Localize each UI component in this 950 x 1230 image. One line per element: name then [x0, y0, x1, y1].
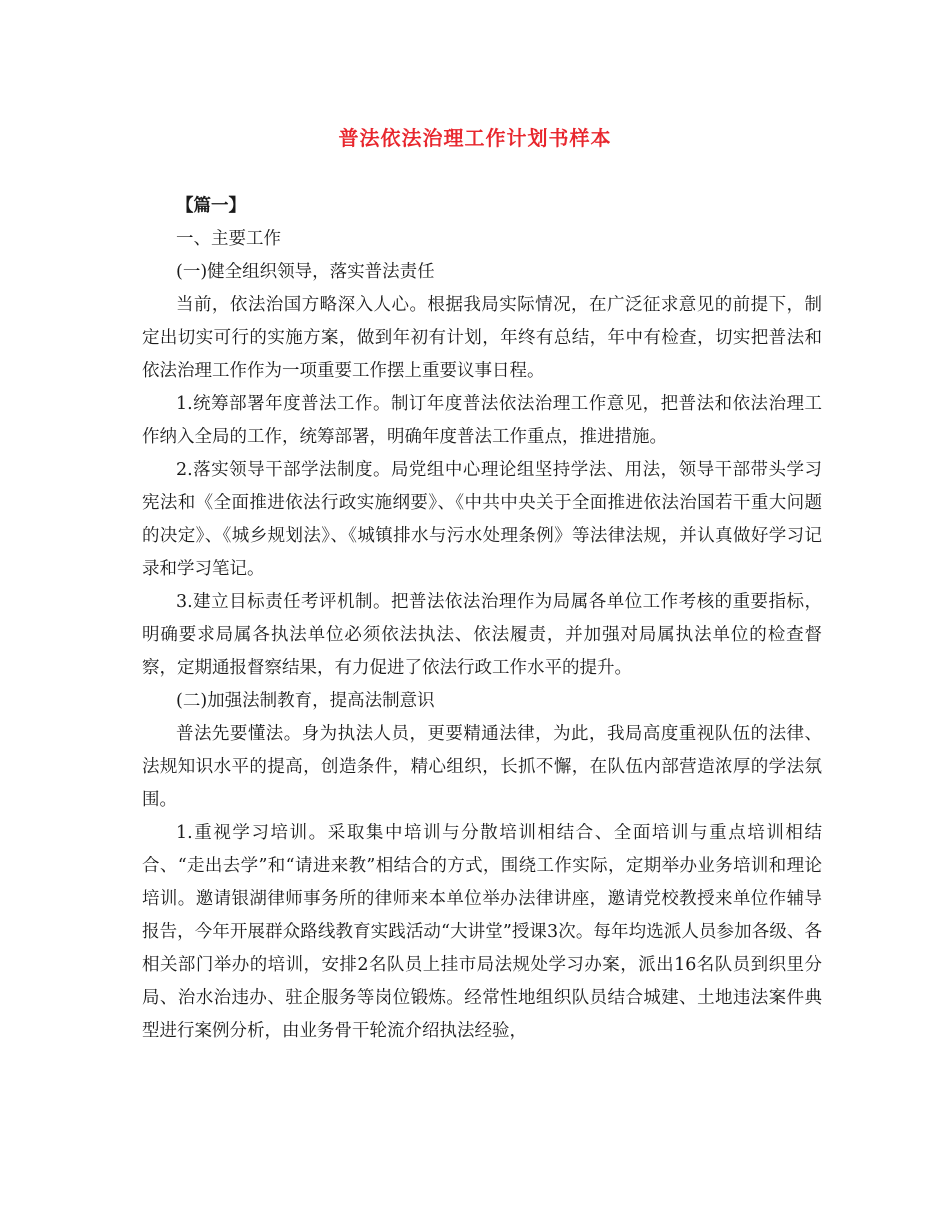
- list-item-training: 1.重视学习培训。采取集中培训与分散培训相结合、全面培训与重点培训相结合、“走出去学”和“请进来教”相结合的方式，围绕工作实际，定期举办业务培训和理论培训。邀请银湖律师事务所的律师来本单位举办法律讲座，邀请党校教授来单位作辅导报告，今年开展群众路线教育实践活动“大讲堂”授课3次。每年均选派人员参加各级、各相关部门举办的培训，安排2名队员上挂市局法规处学习办案，派出16名队员到织里分局、治水治违办、驻企服务等岗位锻炼。经常性地组织队员结合城建、土地违法案件典型进行案例分析，由业务骨干轮流介绍执法经验，: [142, 823, 822, 1041]
- subheading-organization: (一)健全组织领导，落实普法责任: [176, 262, 435, 282]
- list-item-annual-plan: 1.统筹部署年度普法工作。制订年度普法依法治理工作意见，把普法和依法治理工作纳入全局的工作，统筹部署，明确年度普法工作重点，推进措施。: [142, 394, 822, 447]
- paragraph-intro: 当前，依法治国方略深入人心。根据我局实际情况，在广泛征求意见的前提下，制定出切实可行的实施方案，做到年初有计划，年终有总结，年中有检查，切实把普法和依法治理工作作为一项重要工作摆上重要议事日程。: [142, 295, 822, 381]
- list-item-evaluation: 3.建立目标责任考评机制。把普法依法治理作为局属各单位工作考核的重要指标，明确要求局属各执法单位必须依法执法、依法履责，并加强对局属执法单位的检查督察，定期通报督察结果，有力促进了依法行政工作水平的提升。: [142, 592, 822, 678]
- section-marker: 【篇一】: [176, 196, 246, 216]
- list-item-leader-study: 2.落实领导干部学法制度。局党组中心理论组坚持学法、用法，领导干部带头学习宪法和《全面推进依法行政实施纲要》、《中共中央关于全面推进依法治国若干重大问题的决定》、《城乡规划法》、《城镇排水与污水处理条例》等法律法规，并认真做好学习记录和学习笔记。: [142, 460, 822, 579]
- heading-main-work: 一、主要工作: [176, 229, 281, 249]
- subheading-education: (二)加强法制教育，提高法制意识: [176, 691, 435, 711]
- document-title: 普法依法治理工作计划书样本: [338, 126, 612, 150]
- document-body: [142, 190, 822, 1048]
- paragraph-education: 普法先要懂法。身为执法人员，更要精通法律，为此，我局高度重视队伍的法律、法规知识水平的提高，创造条件，精心组织，长抓不懈，在队伍内部营造浓厚的学法氛围。: [142, 724, 822, 810]
